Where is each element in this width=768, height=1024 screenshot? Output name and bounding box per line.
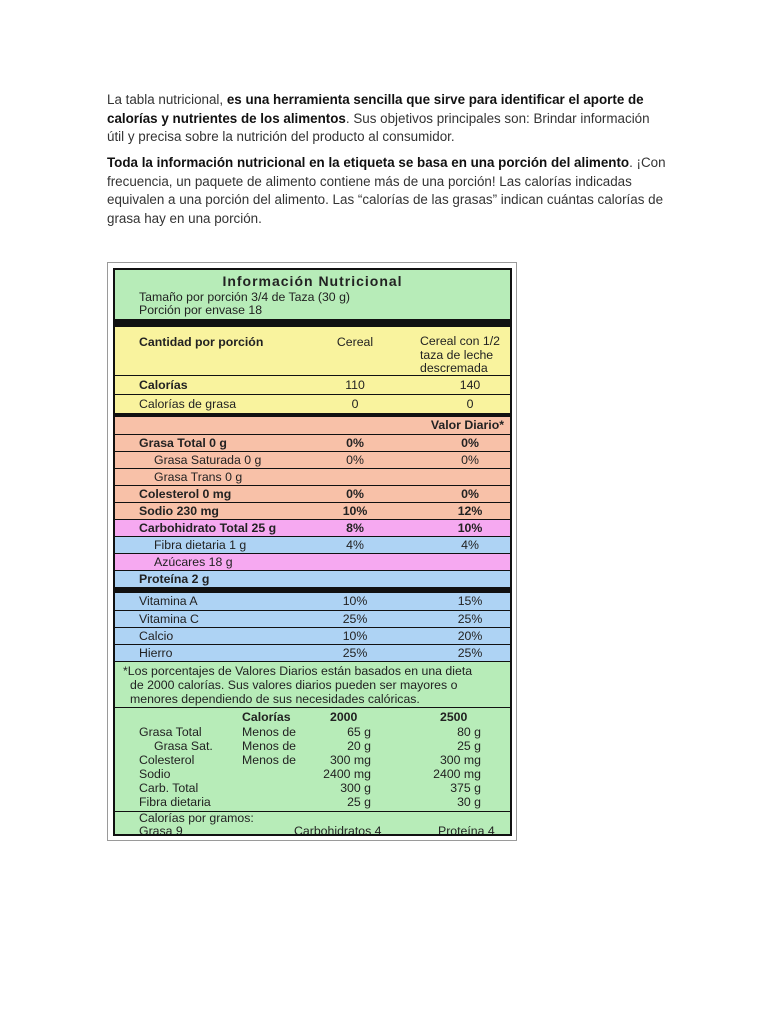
reference-nutrient: Sodio xyxy=(139,767,171,781)
nutrition-facts-image xyxy=(107,262,517,841)
reference-qualifier: Menos de xyxy=(242,725,297,739)
calories-per-gram-fat: Grasa 9 xyxy=(139,824,183,836)
intro-bold-text: Toda la información nutricional en la etiqueta se basa en una porción del alimento xyxy=(107,155,630,170)
intro-text: . Sus objetivos principales son: Brindar información útil y precisa sobre la nutrición del producto al consumidor. xyxy=(107,110,650,144)
nutrient-milk: 12% xyxy=(457,504,483,518)
footnote xyxy=(115,661,510,707)
vitamin-label: Vitamina C xyxy=(139,612,199,626)
vitamin-row xyxy=(115,593,510,610)
fat-calories-cereal: 0 xyxy=(351,397,359,411)
vitamin-label: Hierro xyxy=(139,646,173,660)
nutrient-row xyxy=(115,434,510,451)
calories-per-gram-carb: Carbohidratos 4 xyxy=(294,824,382,836)
vitamin-label: Vitamina A xyxy=(139,594,198,608)
reference-value-2000: 300 mg xyxy=(329,753,371,767)
nutrient-cereal: 0% xyxy=(346,436,364,450)
reference-value-2000: 25 g xyxy=(347,795,371,809)
nutrient-cereal: 0% xyxy=(346,487,364,501)
calories-label: Calorías xyxy=(139,378,188,392)
vitamin-milk: 25% xyxy=(457,646,483,660)
nutrient-row xyxy=(115,536,510,553)
nutrient-label: Fibra dietaria 1 g xyxy=(154,538,247,552)
nutrient-cereal: 0% xyxy=(346,453,364,467)
intro-paragraph-2 xyxy=(107,154,667,228)
calories-per-gram-protein: Proteína 4 xyxy=(438,824,495,836)
reference-qualifier: Menos de xyxy=(242,753,297,767)
vitamin-milk: 25% xyxy=(457,612,483,626)
fat-calories-label: Calorías de grasa xyxy=(139,397,237,411)
footnote-line: de 2000 calorías. Sus valores diarios pueden ser mayores o xyxy=(130,678,458,692)
nutrient-cereal: 8% xyxy=(346,521,364,535)
nutrient-milk: 0% xyxy=(461,436,479,450)
nutrient-label: Sodio 230 mg xyxy=(139,504,219,518)
nutrient-label: Proteína 2 g xyxy=(139,572,210,586)
reference-nutrient: Colesterol xyxy=(139,753,195,767)
reference-value-2500: 30 g xyxy=(457,795,481,809)
reference-header-2500: 2500 xyxy=(440,710,468,724)
reference-value-2000: 65 g xyxy=(347,725,371,739)
vitamin-row xyxy=(115,644,510,661)
daily-value-header-row xyxy=(115,417,510,434)
reference-nutrient: Grasa Total xyxy=(139,725,202,739)
vitamin-cereal: 25% xyxy=(342,612,368,626)
nutrient-label: Azúcares 18 g xyxy=(154,555,233,569)
nutrient-milk: 4% xyxy=(461,538,479,552)
label-title: Información Nutricional xyxy=(222,273,403,289)
intro-paragraph-1 xyxy=(107,91,667,147)
intro-text: . ¡Con frecuencia, un paquete de alimento contiene más de una porción! Las calorías indicadas equivalen a una porción del alimento. Las “calorías de las grasas” indican cuántas calorías de grasa hay en una porción. xyxy=(107,155,666,226)
nutrient-row xyxy=(115,553,510,570)
column-milk-header-line: taza de leche xyxy=(420,347,494,362)
calories-per-gram-title: Calorías por gramos: xyxy=(139,811,254,825)
column-milk-header-line: Cereal con 1/2 xyxy=(420,334,500,348)
footnote-line: menores dependiendo de sus necesidades calóricas. xyxy=(130,692,420,706)
column-milk-header-line: descremada xyxy=(420,361,488,375)
vitamin-cereal: 25% xyxy=(342,646,368,660)
servings-per-container: Porción por envase 18 xyxy=(139,303,263,317)
reference-value-2500: 25 g xyxy=(457,739,481,753)
nutrient-cereal: 10% xyxy=(342,504,368,518)
reference-value-2500: 2400 mg xyxy=(433,767,481,781)
vitamin-row xyxy=(115,610,510,627)
nutrition-facts-label xyxy=(113,268,512,836)
calories-per-gram xyxy=(115,811,510,836)
column-cereal-header: Cereal xyxy=(336,335,374,349)
vitamin-cereal: 10% xyxy=(342,629,368,643)
intro-text: La tabla nutricional, xyxy=(107,92,227,107)
serving-size: Tamaño por porción 3/4 de Taza (30 g) xyxy=(139,290,350,304)
amount-per-serving-header: Cantidad por porción xyxy=(139,335,264,349)
nutrient-milk: 0% xyxy=(461,487,479,501)
nutrient-row xyxy=(115,468,510,485)
nutrient-row xyxy=(115,502,510,519)
reference-nutrient: Grasa Sat. xyxy=(154,739,213,753)
nutrient-cereal: 4% xyxy=(346,538,364,552)
intro-bold-text: es una herramienta sencilla que sirve para identificar el aporte de calorías y nutrientes de los alimentos xyxy=(107,92,644,126)
daily-value-header: Valor Diario* xyxy=(430,418,504,432)
reference-value-2000: 2400 mg xyxy=(323,767,371,781)
vitamin-row xyxy=(115,627,510,644)
reference-header-2000: 2000 xyxy=(330,710,358,724)
nutrient-milk: 0% xyxy=(461,453,479,467)
nutrient-row xyxy=(115,485,510,502)
footnote-line: *Los porcentajes de Valores Diarios están basados en una dieta xyxy=(123,664,473,678)
vitamin-milk: 20% xyxy=(457,629,483,643)
reference-value-2000: 300 g xyxy=(340,781,371,795)
amount-header-row xyxy=(115,327,510,375)
vitamin-cereal: 10% xyxy=(342,594,368,608)
nutrient-label: Colesterol 0 mg xyxy=(139,487,232,501)
nutrient-milk: 10% xyxy=(457,521,483,535)
reference-nutrient: Fibra dietaria xyxy=(139,795,211,809)
calories-row xyxy=(115,375,510,394)
reference-qualifier: Menos de xyxy=(242,739,297,753)
thick-divider xyxy=(115,319,510,327)
reference-value-2500: 300 mg xyxy=(439,753,481,767)
column-milk-header xyxy=(420,335,500,376)
fat-calories-milk: 0 xyxy=(466,397,474,411)
reference-table xyxy=(115,707,510,811)
vitamin-label: Calcio xyxy=(139,629,174,643)
label-header xyxy=(115,270,510,319)
reference-header-calories: Calorías xyxy=(242,710,291,724)
reference-nutrient: Carb. Total xyxy=(139,781,199,795)
nutrient-row xyxy=(115,570,510,587)
reference-value-2000: 20 g xyxy=(347,739,371,753)
nutrient-label: Grasa Trans 0 g xyxy=(154,470,243,484)
vitamin-milk: 15% xyxy=(457,594,483,608)
nutrient-label: Grasa Total 0 g xyxy=(139,436,227,450)
reference-value-2500: 375 g xyxy=(450,781,481,795)
nutrient-label: Grasa Saturada 0 g xyxy=(154,453,262,467)
fat-calories-row xyxy=(115,394,510,413)
calories-cereal: 110 xyxy=(345,378,365,392)
nutrient-label: Carbohidrato Total 25 g xyxy=(139,521,277,535)
nutrient-row xyxy=(115,451,510,468)
calories-milk: 140 xyxy=(459,378,481,392)
reference-value-2500: 80 g xyxy=(457,725,481,739)
nutrient-row xyxy=(115,519,510,536)
